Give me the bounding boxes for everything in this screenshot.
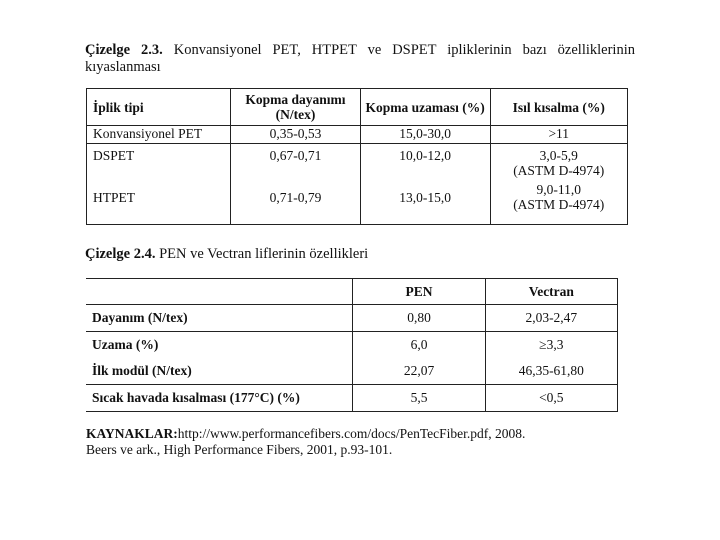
table-row [86, 358, 618, 385]
shrinkage-value: 3,0-5,9 [539, 148, 578, 163]
table-2-4-caption [85, 246, 635, 263]
cell-elongation: 10,0-12,0 [360, 144, 490, 183]
shrinkage-standard: (ASTM D-4974) [513, 197, 605, 212]
references-label: KAYNAKLAR: [86, 426, 178, 441]
header-vectran: Vectran [485, 279, 617, 305]
header-breaking-strength: Kopma dayanımı (N/tex) [231, 89, 361, 126]
cell-type: HTPET [93, 190, 135, 205]
cell-elongation: 13,0-15,0 [360, 182, 490, 225]
header-pen: PEN [353, 279, 485, 305]
header-thermal-shrinkage: Isıl kısalma (%) [490, 89, 628, 126]
shrinkage-value: 9,0-11,0 [536, 182, 581, 197]
header-elongation: Kopma uzaması (%) [360, 89, 490, 126]
cell-pen: 6,0 [353, 332, 485, 359]
reference-line-1 [86, 426, 646, 442]
header-property [86, 279, 353, 305]
cell-shrinkage [490, 144, 628, 183]
cell-strength: 0,35-0,53 [231, 126, 361, 144]
table-header-row [86, 279, 618, 305]
cell-vectran: 2,03-2,47 [485, 305, 617, 332]
table-header-row [87, 89, 628, 126]
cell-vectran: 46,35-61,80 [485, 358, 617, 385]
table-row [86, 385, 618, 412]
shrinkage-standard: (ASTM D-4974) [513, 163, 605, 178]
cell-vectran: <0,5 [485, 385, 617, 412]
table-row [87, 182, 628, 225]
caption-label: Çizelge 2.4. [85, 246, 156, 262]
reference-url: http://www.performancefibers.com/docs/PenTecFiber.pdf, 2008. [177, 426, 526, 441]
cell-property: İlk modül (N/tex) [86, 358, 353, 385]
header-yarn-type: İplik tipi [87, 89, 231, 126]
cell-elongation: 15,0-30,0 [360, 126, 490, 144]
cell-property: Sıcak havada kısalması (177°C) (%) [92, 390, 300, 405]
caption-text: PEN ve Vectran liflerinin özellikleri [159, 246, 369, 262]
table-row [86, 305, 618, 332]
cell-vectran: ≥3,3 [485, 332, 617, 359]
table-2-3-caption [85, 42, 635, 76]
cell-strength: 0,67-0,71 [231, 144, 361, 183]
cell-pen: 5,5 [353, 385, 485, 412]
reference-line-2: Beers ve ark., High Performance Fibers, 2001, p.93-101. [86, 442, 393, 457]
table-2-3 [86, 88, 628, 225]
cell-property: Uzama (%) [92, 337, 159, 352]
table-row [86, 332, 618, 359]
cell-shrinkage: >11 [490, 126, 628, 144]
cell-strength: 0,71-0,79 [231, 182, 361, 225]
caption-label: Çizelge 2.3. [85, 42, 163, 58]
cell-property: Dayanım (N/tex) [86, 305, 353, 332]
cell-type: DSPET [93, 148, 135, 163]
table-row [87, 144, 628, 183]
cell-pen: 22,07 [353, 358, 485, 385]
cell-type: Konvansiyonel PET [87, 126, 231, 144]
cell-pen: 0,80 [353, 305, 485, 332]
caption-text: Konvansiyonel PET, HTPET ve DSPET ipliklerinin bazı özelliklerinin kıyaslanması [85, 42, 635, 75]
cell-shrinkage [490, 182, 628, 225]
table-row [87, 126, 628, 144]
table-2-4 [86, 278, 618, 412]
references [86, 426, 646, 458]
